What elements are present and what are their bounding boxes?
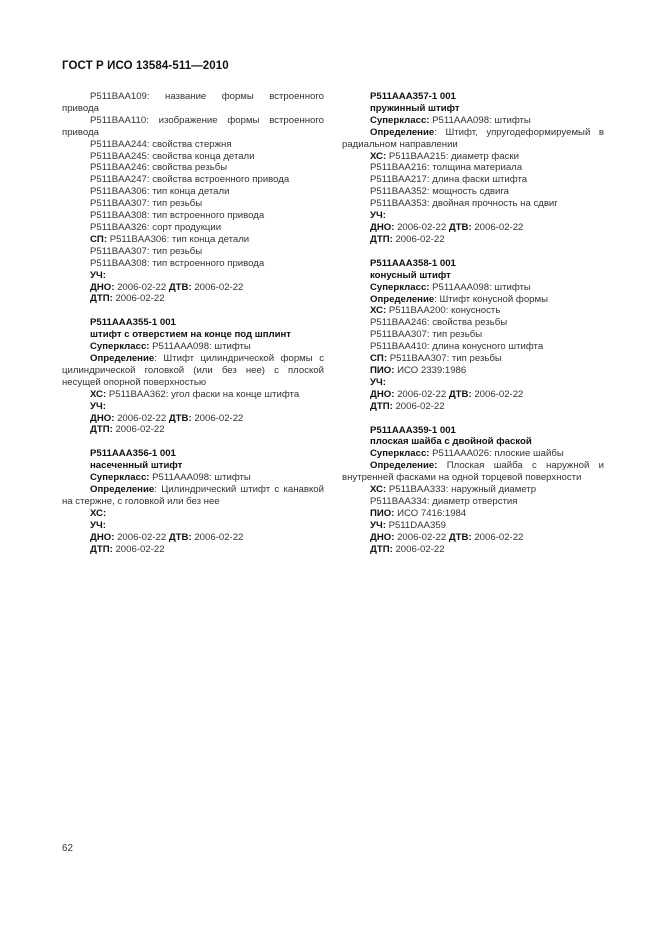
field-label: Суперкласс:	[90, 341, 150, 353]
field-label: ДНО:	[370, 388, 395, 400]
property-line: P511BAA308: тип встроенного привода	[90, 210, 265, 222]
field-label: УЧ:	[90, 519, 106, 531]
superclass-line	[342, 282, 604, 294]
field-label: ДТП:	[370, 233, 393, 245]
dates-line	[62, 413, 324, 425]
xc-line	[62, 508, 324, 520]
field-value: 2006-02-22	[392, 543, 445, 555]
field-value: P511BAA200: конусность	[386, 305, 501, 317]
superclass-line	[62, 341, 324, 353]
dtp-line	[342, 544, 604, 556]
property-line: P511BAA245: свойства конца детали	[90, 150, 255, 162]
xc-line	[342, 484, 604, 496]
entry-code: P511AAA359-1 001	[370, 424, 456, 436]
field-value: : Штифт, упругодеформируемый в радиальном направлении	[342, 126, 604, 150]
intro-continuation	[62, 91, 324, 305]
field-label: Определение	[370, 293, 435, 305]
field-label: Определение	[90, 353, 155, 365]
field-label: СП:	[90, 233, 108, 245]
property-line: P511BAA353: двойная прочность на сдвиг	[370, 198, 558, 210]
entry-358	[342, 258, 604, 413]
field-label: Суперкласс:	[90, 472, 150, 484]
field-label: ХС:	[370, 305, 387, 317]
uch-line	[62, 520, 324, 532]
entry-name: конусный штифт	[370, 269, 451, 281]
document-header: ГОСТ Р ИСО 13584-511—2010	[62, 60, 229, 72]
entry-356	[62, 448, 324, 555]
field-value: 2006-02-22	[471, 221, 524, 233]
field-value: 2006-02-22	[392, 400, 445, 412]
entry-355	[62, 317, 324, 436]
field-label: УЧ:	[370, 519, 386, 531]
field-value: Плоская шайба с наружной и внутренней фасками на одной торцевой поверхности	[342, 460, 604, 484]
entry-code: P511AAA356-1 001	[90, 448, 176, 460]
field-label: ДТП:	[90, 293, 113, 305]
field-label: УЧ:	[90, 269, 106, 281]
field-label: ДНО:	[90, 281, 115, 293]
field-value: ИСО 2339:1986	[394, 364, 467, 376]
field-label: Определение	[90, 484, 155, 496]
entry-name: штифт с отверстием на конце под шплинт	[90, 329, 291, 341]
field-label: ДТП:	[90, 424, 113, 436]
field-label: ПИО:	[370, 507, 395, 519]
field-label: ДНО:	[90, 531, 115, 543]
field-label: Суперкласс:	[370, 114, 430, 126]
entry-name: плоская шайба с двойной фаской	[370, 436, 532, 448]
property-line: P511BAA307: тип резьбы	[90, 198, 203, 210]
entry-357	[342, 91, 604, 246]
field-label: ДТВ:	[448, 388, 472, 400]
property-line: P511BAA244: свойства стержня	[90, 138, 232, 150]
definition-line	[342, 127, 604, 151]
field-label: ПИО:	[370, 364, 395, 376]
field-label: Определение:	[370, 460, 438, 472]
property-line: P511BAA334: диаметр отверстия	[370, 496, 518, 507]
field-value: 2006-02-22	[394, 531, 449, 543]
property-line: P511BAA247: свойства встроенного привода	[90, 174, 290, 186]
field-value: 2006-02-22	[114, 531, 169, 543]
field-label: ДТВ:	[448, 531, 472, 543]
field-value: P511BAA362: угол фаски на конце штифта	[106, 388, 300, 400]
field-label: ДТП:	[90, 543, 113, 555]
definition-line	[342, 294, 604, 306]
field-label: Суперкласс:	[370, 448, 430, 460]
entry-code: P511AAA357-1 001	[370, 91, 456, 102]
property-line: P511BAA410: длина конусного штифта	[370, 341, 544, 353]
field-label: ХС:	[90, 507, 107, 519]
field-value: 2006-02-22	[191, 531, 244, 543]
field-value: 2006-02-22	[112, 293, 165, 305]
field-value: : Штифт конусной формы	[434, 293, 548, 305]
field-label: ДНО:	[90, 412, 115, 424]
field-value: P511AAA098: штифты	[149, 472, 251, 484]
field-label: ХС:	[370, 150, 387, 162]
field-label: ДТВ:	[448, 221, 472, 233]
field-label: УЧ:	[90, 400, 106, 412]
field-value: 2006-02-22	[114, 412, 169, 424]
sp-line	[62, 234, 324, 246]
field-value: P511AAA098: штифты	[149, 341, 251, 353]
field-value: 2006-02-22	[112, 424, 165, 436]
field-value: ИСО 7416:1984	[394, 507, 467, 519]
field-value: : Цилиндрический штифт с канавкой на стержне, с головкой или без нее	[62, 484, 324, 507]
entry-name: пружинный штифт	[370, 102, 460, 114]
property-line: P511BAA216: толщина материала	[370, 162, 523, 174]
field-label: ДНО:	[370, 531, 395, 543]
dates-line	[62, 282, 324, 294]
field-label: ДНО:	[370, 221, 395, 233]
pio-line	[342, 365, 604, 377]
field-label: ДТП:	[370, 543, 393, 555]
field-value: P511BAA306: тип конца детали	[107, 233, 250, 245]
field-value: 2006-02-22	[191, 412, 244, 424]
pio-line	[342, 508, 604, 520]
uch-line	[342, 210, 604, 222]
field-value: P511BAA307: тип резьбы	[387, 353, 502, 365]
field-label: УЧ:	[370, 210, 386, 222]
field-label: УЧ:	[370, 376, 386, 388]
field-value: P511AAA098: штифты	[429, 114, 531, 126]
property-line: P511BAA352: мощность сдвига	[370, 186, 510, 198]
field-value: P511AAA098: штифты	[429, 281, 531, 293]
field-label: Суперкласс:	[370, 281, 430, 293]
entry-code: P511AAA358-1 001	[370, 257, 456, 269]
right-column	[342, 91, 604, 556]
property-line: P511BAA217: длина фаски штифта	[370, 174, 528, 186]
entry-name: насеченный штифт	[90, 460, 183, 472]
field-label: ДТВ:	[168, 531, 192, 543]
page-number: 62	[62, 843, 73, 854]
sp-line	[342, 353, 604, 365]
dtp-line	[342, 234, 604, 246]
field-label: СП:	[370, 353, 388, 365]
property-line: P511BAA109: название формы встроенного привода	[62, 91, 324, 114]
dtp-line	[62, 424, 324, 436]
superclass-line	[342, 448, 604, 460]
property-line: P511BAA308: тип встроенного привода	[90, 257, 265, 269]
xc-line	[342, 151, 604, 163]
property-line: P511BAA326: сорт продукции	[90, 221, 222, 233]
field-value: 2006-02-22	[394, 221, 449, 233]
dtp-line	[62, 544, 324, 556]
xc-line	[62, 389, 324, 401]
property-line: P511BAA246: свойства резьбы	[90, 162, 228, 174]
field-value: 2006-02-22	[114, 281, 169, 293]
definition-line	[342, 460, 604, 484]
uch-line	[342, 377, 604, 389]
superclass-line	[342, 115, 604, 127]
entry-code: P511AAA355-1 001	[90, 317, 176, 329]
dtp-line	[342, 401, 604, 413]
field-label: ДТП:	[370, 400, 393, 412]
uch-line	[62, 401, 324, 413]
property-line: P511BAA307: тип резьбы	[370, 329, 483, 341]
field-value: 2006-02-22	[471, 531, 524, 543]
dtp-line	[62, 293, 324, 305]
field-value: 2006-02-22	[392, 233, 445, 245]
field-label: Определение	[370, 126, 435, 138]
field-value: 2006-02-22	[394, 388, 449, 400]
field-value: 2006-02-22	[471, 388, 524, 400]
definition-line	[62, 484, 324, 508]
superclass-line	[62, 472, 324, 484]
property-line: P511BAA110: изображение формы встроенного привода	[62, 114, 324, 138]
property-line: P511BAA307: тип резьбы	[90, 245, 203, 257]
dates-line	[62, 532, 324, 544]
field-value: P511BAA333: наружный диаметр	[386, 484, 537, 496]
field-label: ДТВ:	[168, 281, 192, 293]
field-value: 2006-02-22	[191, 281, 244, 293]
xc-line	[342, 305, 604, 317]
left-column	[62, 91, 324, 556]
field-label: ДТВ:	[168, 412, 192, 424]
field-value: P511DAA359	[385, 519, 446, 531]
definition-line	[62, 353, 324, 389]
entry-359	[342, 425, 604, 556]
field-value: : Штифт цилиндрической формы с цилиндрической головкой (или без нее) с плоской несущей опорной поверхностью	[62, 353, 324, 388]
dates-line	[342, 389, 604, 401]
property-line: P511BAA306: тип конца детали	[90, 186, 230, 198]
property-line: P511BAA246: свойства резьбы	[370, 317, 508, 329]
field-value: P511BAA215: диаметр фаски	[386, 150, 519, 162]
field-label: ХС:	[90, 388, 107, 400]
dates-line	[342, 222, 604, 234]
field-label: ХС:	[370, 484, 387, 496]
uch-line	[62, 270, 324, 282]
uch-line	[342, 520, 604, 532]
dates-line	[342, 532, 604, 544]
field-value: P511AAA026: плоские шайбы	[429, 448, 564, 460]
field-value: 2006-02-22	[112, 543, 165, 555]
